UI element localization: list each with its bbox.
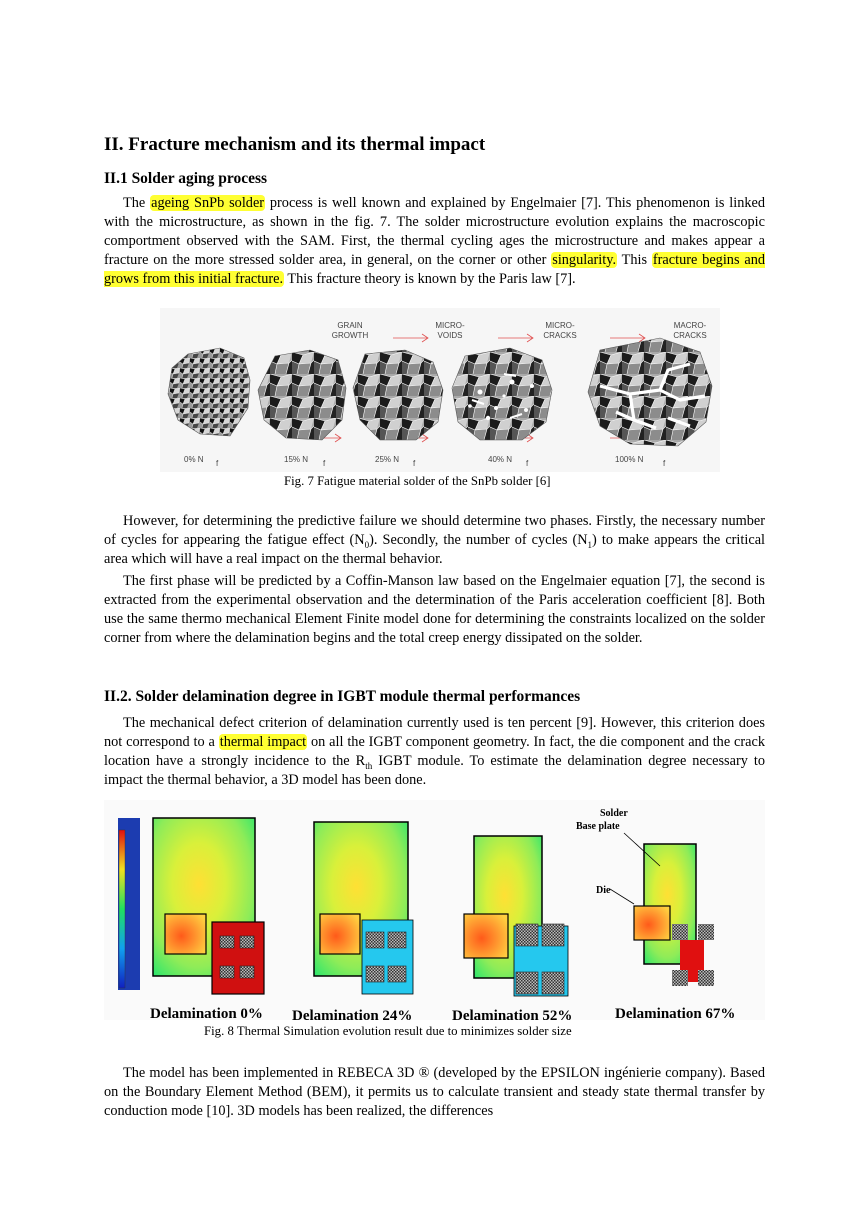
thermal-simulation-figure (104, 800, 765, 1020)
label-base-plate: Base plate (576, 821, 620, 832)
delamination-label: Delamination 0% (150, 1006, 263, 1020)
highlight: thermal impact (219, 734, 307, 750)
highlight: fracture begins and grows from this initial fracture. (104, 252, 765, 287)
percent-sub: f (216, 459, 219, 468)
model-delamination-24 (314, 822, 413, 994)
paragraph-phases: However, for determining the predictive failure we should determine two phases. Firstly, the necessary number of cycles for appearing the fatigue effect $(N_0)$. Secondly, the number of cycles $(N_1)$ to make appears the critical area which will have a real impact on the thermal behavior. (104, 513, 766, 567)
grain-stage-4 (588, 338, 712, 446)
grain-stage-2 (353, 350, 443, 440)
percent-label: 25% N (375, 455, 400, 464)
fig8-caption: Fig. 8 Thermal Simulation evolution result due to minimizes solder size (204, 1024, 572, 1038)
stage-label: MACRO- (673, 321, 707, 330)
stage-label: GRAIN (337, 321, 363, 330)
percent-sub: f (413, 459, 416, 468)
color-scale (118, 818, 140, 990)
percent-label: 100% N (615, 455, 644, 464)
stage-label: CRACKS (543, 331, 577, 340)
delamination-label: Delamination 67% (615, 1006, 736, 1020)
subsection-title-1: II.1 Solder aging process (104, 170, 268, 187)
fatigue-figure (160, 308, 720, 472)
grain-stage-3 (452, 348, 552, 440)
stage-label: GROWTH (331, 331, 369, 340)
section-title: II. Fracture mechanism and its thermal impact (104, 134, 486, 155)
paragraph-coffin-manson: The first phase will be predicted by a Coffin-Manson law based on the Engelmaier equation [7], the second is extracted from the experimental observation and the determination of the Paris acceleration coefficient [8]. Both use the same thermo mechanical Element Finite model done for determining the constraints localized on the solder corner from where the delamination begins and the total creep energy dissipated on the solder. (104, 573, 765, 646)
percent-sub: f (526, 459, 529, 468)
percent-label: 0% N (184, 455, 204, 464)
percent-label: 15% N (284, 455, 309, 464)
stage-label: MICRO- (435, 321, 465, 330)
paragraph-rebeca: The model has been implemented in REBECA 3D ® (developed by the EPSILON ingénierie company). Based on the Boundary Element Method (BEM), it permits us to calculate transient and steady state thermal transfer by conduction mode [10]. 3D models has been realized, the differences (104, 1065, 765, 1119)
paragraph-solder-aging: The ageing SnPb solder process is well known and explained by Engelmaier [7]. This phenomenon is linked with the microstructure, as shown in the fig. 7. The solder microstructure evolution explains the macroscopic comportment observed with the SAM. First, the thermal cycling ages the microstructure and makes appear a fracture on the more stressed solder area, in general, on the corner or other singularity. This fracture begins and grows from this initial fracture. This fracture theory is known by the Paris law [7]. (104, 195, 765, 287)
delamination-label: Delamination 52% (452, 1008, 573, 1020)
highlight: ageing SnPb solder (151, 195, 265, 211)
label-die: Die (596, 885, 611, 896)
stage-label: MICRO- (545, 321, 575, 330)
label-solder: Solder (600, 808, 628, 819)
highlight: singularity. (552, 252, 617, 268)
stage-label: VOIDS (437, 331, 463, 340)
model-delamination-0 (153, 818, 264, 994)
percent-sub: f (663, 459, 666, 468)
paragraph-delamination: The mechanical defect criterion of delamination currently used is ten percent [9]. However, this criterion does not correspond to a thermal impact on all the IGBT component geometry. In fact, the die component and the crack location have a strongly incidence to the $R_{th}$ IGBT module. To estimate the delamination degree necessary to impact the thermal behavior, a 3D model has been done. (104, 715, 765, 788)
delamination-label: Delamination 24% (292, 1008, 413, 1020)
stage-label: CRACKS (673, 331, 707, 340)
subsection-title-2: II.2. Solder delamination degree in IGBT module thermal performances (104, 688, 581, 705)
percent-sub: f (323, 459, 326, 468)
percent-label: 40% N (488, 455, 513, 464)
fig7-caption: Fig. 7 Fatigue material solder of the SnPb solder [6] (284, 474, 551, 488)
